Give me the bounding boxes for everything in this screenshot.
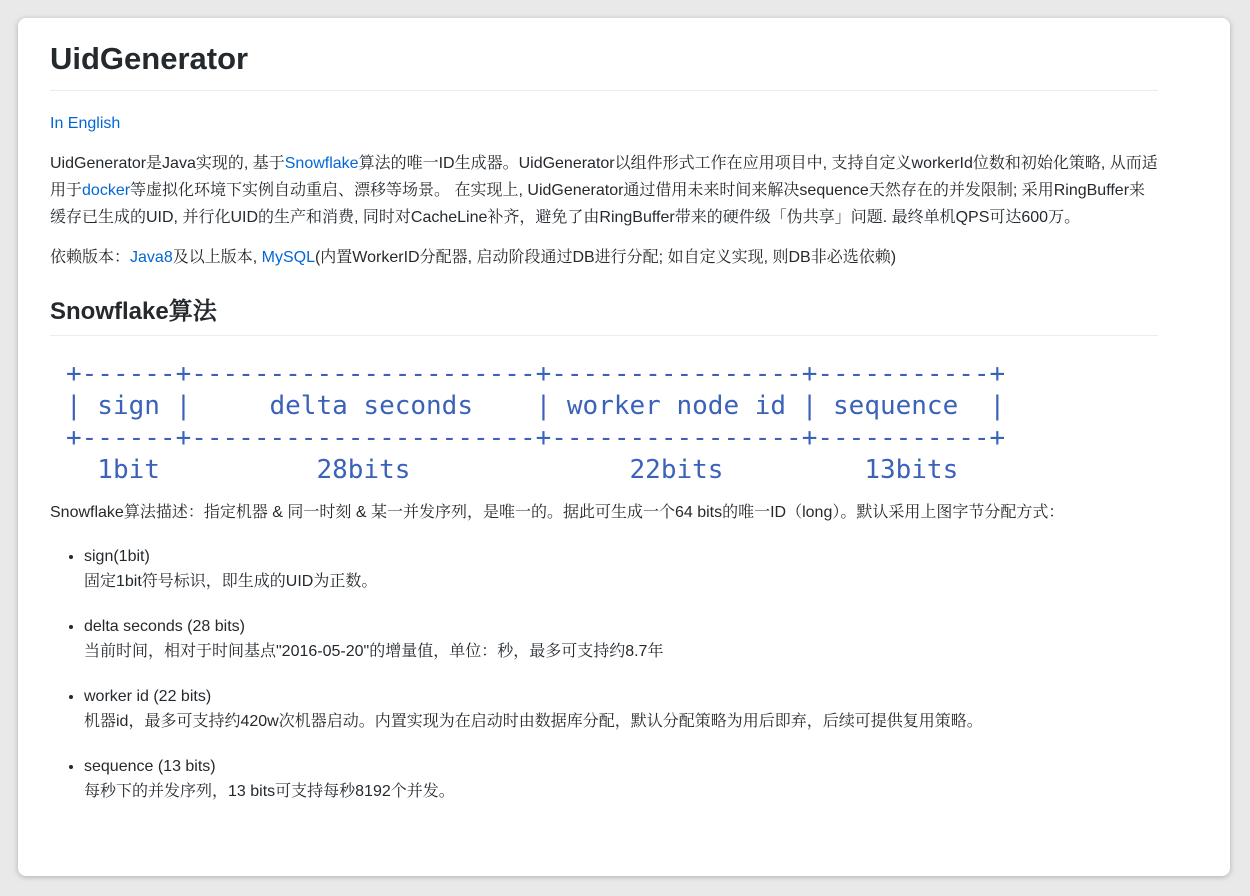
list-item-desc: 固定1bit符号标识，即生成的UID为正数。 [84,573,378,590]
intro-text-2: 算法的唯一ID生成器。UidGenerator以组件形式工作在应用项目中, 支持自定义workerId位数和初始化策略, 从而适用于 [50,155,1158,199]
deps-prefix: 依赖版本： [50,249,131,266]
list-item-name: delta seconds (28 bits) [84,618,245,635]
snowflake-link[interactable]: Snowflake [284,155,359,172]
diagram-bits-row: 1bit 28bits 22bits 13bits [66,455,959,485]
deps-mid: 及以上版本, [172,249,262,266]
diagram-border-bottom: +------+----------------------+----------------+-----------+ [66,423,1006,453]
dependencies-paragraph [50,244,1158,271]
list-item [84,754,1158,804]
deps-suffix: (内置WorkerID分配器, 启动阶段通过DB进行分配; 如自定义实现, 则DB非必选依赖) [314,249,897,266]
diagram-border-top: +------+----------------------+----------------+-----------+ [66,359,1006,389]
bit-layout-diagram [66,350,1006,492]
section-title-snowflake: Snowflake算法 [50,297,1158,336]
readme-card [18,18,1230,876]
list-item-name: sequence (13 bits) [84,758,216,775]
diagram-fields-row: | sign | delta seconds | worker node id | sequence | [66,391,1006,421]
list-item [84,684,1158,734]
list-item-desc: 机器id，最多可支持约420w次机器启动。内置实现为在启动时由数据库分配，默认分配策略为用后即弃，后续可提供复用策略。 [84,713,983,730]
list-item-desc: 每秒下的并发序列，13 bits可支持每秒8192个并发。 [84,783,455,800]
list-item-name: worker id (22 bits) [84,688,212,705]
list-item [84,614,1158,664]
list-item [84,544,1158,594]
in-english-link[interactable]: In English [50,115,121,132]
java8-link[interactable]: Java8 [130,249,173,266]
page-title: UidGenerator [50,18,1158,91]
docker-link[interactable]: docker [82,182,131,199]
bit-field-list [50,544,1158,804]
english-paragraph [50,110,1158,137]
intro-text-1: UidGenerator是Java实现的, 基于 [50,155,285,172]
snowflake-description: Snowflake算法描述：指定机器 & 同一时刻 & 某一并发序列，是唯一的。据此可生成一个64 bits的唯一ID（long）。默认采用上图字节分配方式： [50,504,1065,521]
mysql-link[interactable]: MySQL [261,249,315,266]
intro-text-3: 等虚拟化环境下实例自动重启、漂移等场景。 在实现上, UidGenerator通过借用未来时间来解决sequence天然存在的并发限制; 采用RingBuffer来缓存已生成的UID, 并行化UID的生产和消费, 同时对CacheLine补齐，避免了由RingBuffer带来的硬件级「伪共享」问题. 最终单机QPS可达600万。 [50,182,1146,226]
intro-paragraph [50,150,1158,231]
readme-content [50,18,1158,824]
list-item-desc: 当前时间，相对于时间基点"2016-05-20"的增量值，单位：秒，最多可支持约8.7年 [84,643,664,660]
list-item-name: sign(1bit) [84,548,150,565]
